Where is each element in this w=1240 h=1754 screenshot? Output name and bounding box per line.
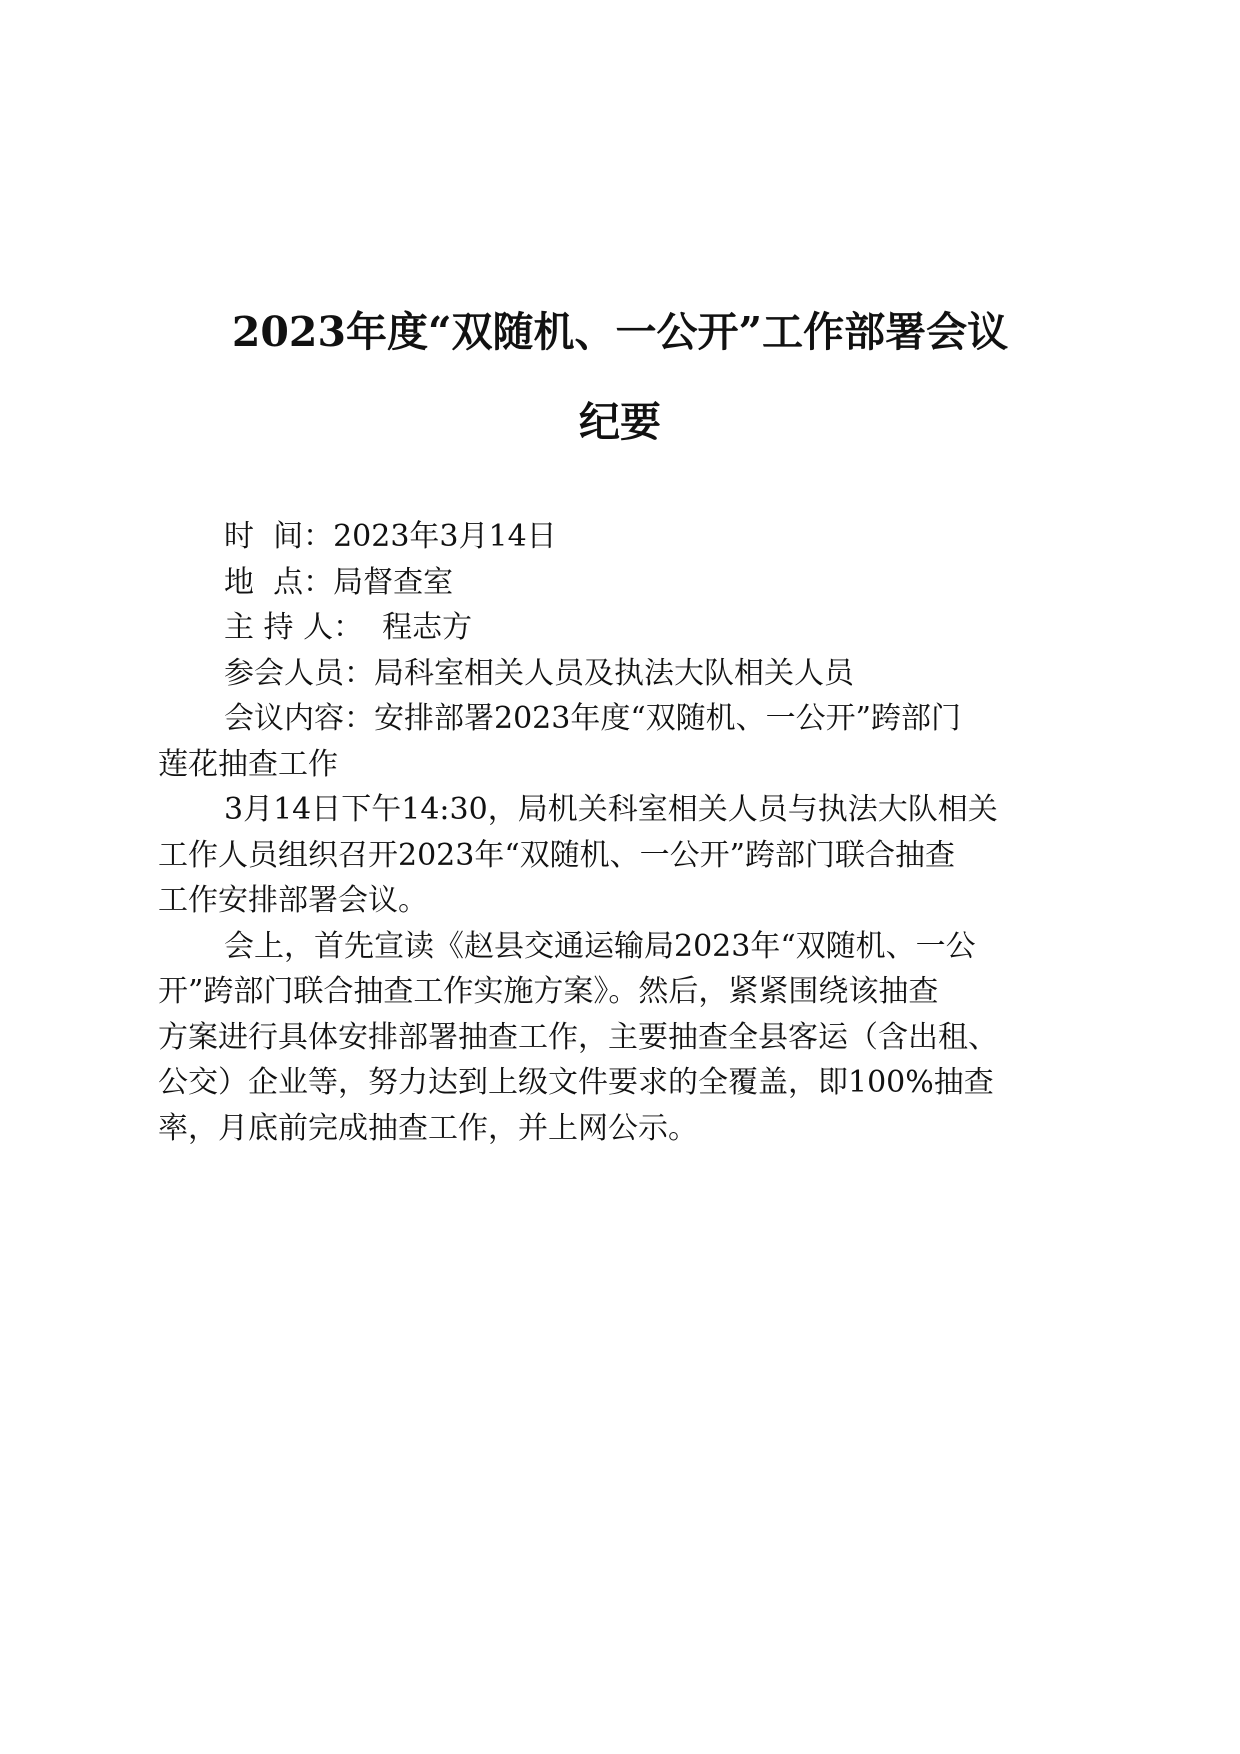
meta-content xyxy=(158,696,1078,742)
document-title-line-1: 2023年度“双随机、一公开”工作部署会议 xyxy=(231,308,1009,356)
paragraph-1-line-2: 工作人员组织召开2023年“双随机、一公开”跨部门联合抽查 xyxy=(158,837,956,873)
paragraph-1-line-3: 工作安排部署会议。 xyxy=(158,883,428,918)
meta-attendees xyxy=(158,651,1078,697)
meta-place-label: 地 点： xyxy=(224,564,334,600)
paragraph-2-line-5: 率，月底前完成抽查工作，并上网公示。 xyxy=(158,1110,698,1146)
paragraph-2-line-1: 会上，首先宣读《赵县交通运输局2023年“双随机、一公 xyxy=(224,928,976,964)
meta-host-label: 主 持 人： xyxy=(224,610,364,645)
meta-attendees-label: 参会人员： xyxy=(224,655,374,691)
meta-host-value: 程志方 xyxy=(363,610,473,645)
paragraph-1-line-1: 3月14日下午14:30，局机关科室相关人员与执法大队相关 xyxy=(224,792,998,827)
paragraph-2-line-2: 开”跨部门联合抽查工作实施方案》。然后，紧紧围绕该抽查 xyxy=(158,974,939,1009)
meta-content-label: 会议内容： xyxy=(224,701,374,736)
meta-host xyxy=(158,605,1078,651)
meta-attendees-value: 局科室相关人员及执法大队相关人员 xyxy=(374,655,854,691)
meta-place xyxy=(158,560,1078,606)
paragraph-2-line-4: 公交）企业等，努力达到上级文件要求的全覆盖，即100%抽查 xyxy=(158,1065,994,1100)
paragraph-2-line-3: 方案进行具体安排部署抽查工作，主要抽查全县客运（含出租、 xyxy=(158,1019,998,1055)
meta-time xyxy=(158,514,1078,560)
document-title-line-2: 纪要 xyxy=(579,398,661,446)
meta-content-value-line-1: 安排部署2023年度“双随机、一公开”跨部门 xyxy=(374,701,962,736)
meta-content-continuation: 莲花抽查工作 xyxy=(158,746,338,782)
meta-place-value: 局督查室 xyxy=(333,564,454,600)
meta-time-value: 2023年3月14日 xyxy=(333,519,557,554)
meta-time-label: 时 间： xyxy=(224,519,334,554)
document-body xyxy=(158,514,1078,1151)
